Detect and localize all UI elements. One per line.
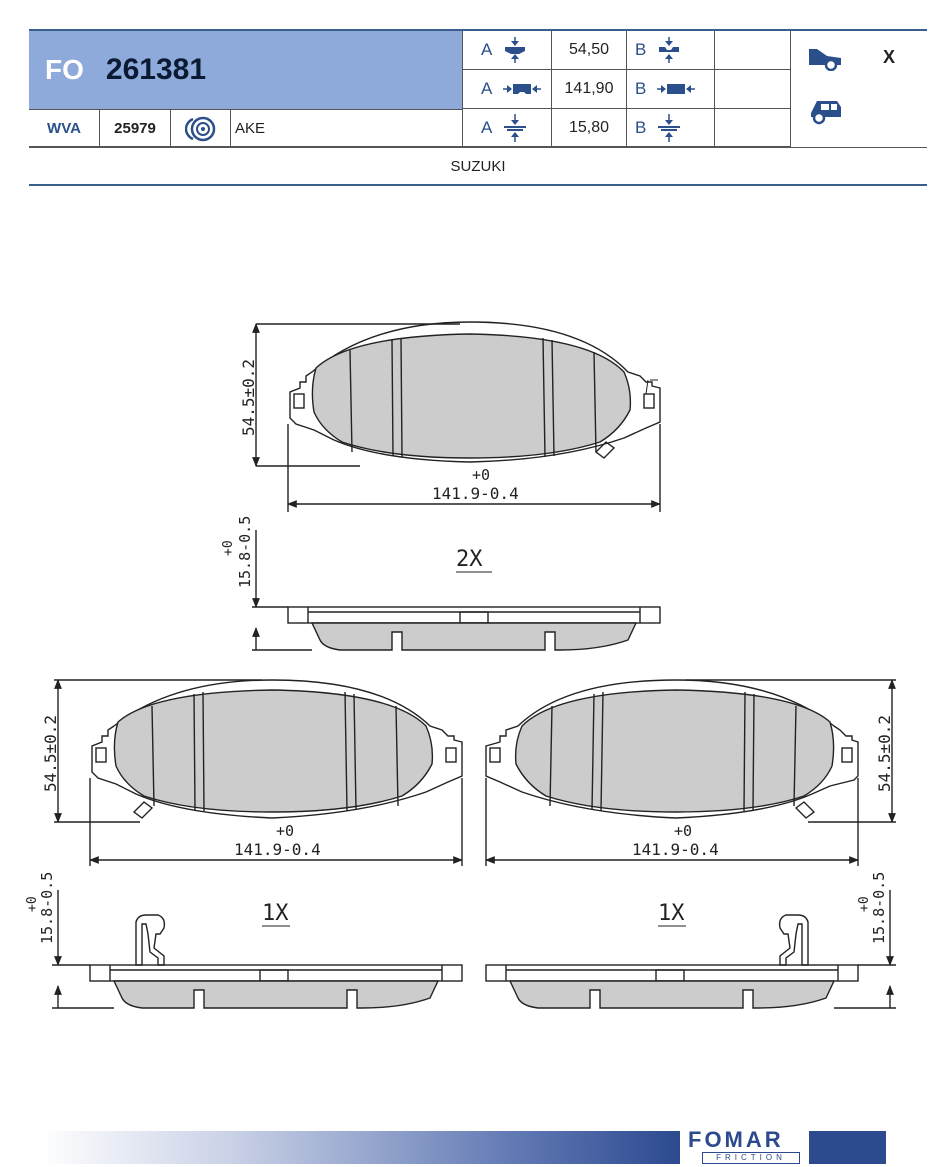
top-thickness-label: 15.8-0.5 <box>236 515 254 588</box>
part-number: 261381 <box>105 53 206 86</box>
technical-drawing <box>0 190 951 1040</box>
top-pad-friction <box>312 334 630 458</box>
front-axle-mark: X <box>883 47 896 67</box>
info-row <box>29 109 462 147</box>
title-prefix: FO <box>45 54 84 85</box>
right-pad-clip <box>796 802 814 818</box>
left-height-label: 54.5±0.2 <box>41 714 60 792</box>
top-width-label: 141.9-0.4 <box>432 484 519 503</box>
left-thickness-tolerance: +0 <box>25 896 40 912</box>
header-bottom-rule <box>29 184 927 186</box>
dim-height-value: 54,50 <box>551 31 626 70</box>
dim-thickness-extra <box>714 109 790 147</box>
top-side-backplate <box>288 607 660 623</box>
logo-text: FOMAR <box>688 1127 784 1152</box>
footer-block <box>809 1131 886 1164</box>
left-pad-clip <box>134 802 152 818</box>
thickness-icon <box>502 113 528 143</box>
height-icon <box>656 36 682 64</box>
brake-disc-icon <box>185 115 217 143</box>
left-width-label: 141.9-0.4 <box>234 840 321 859</box>
dim-width-b: B <box>626 70 714 109</box>
top-pad-tab-left <box>294 394 304 408</box>
top-thickness-tolerance: +0 <box>221 540 236 556</box>
left-quantity-label: 1X <box>262 901 289 926</box>
dim-thickness-b: B <box>626 109 714 147</box>
width-icon <box>656 81 696 97</box>
right-wear-sensor <box>780 915 808 965</box>
axle-panel <box>790 31 927 147</box>
left-width-tolerance: +0 <box>276 822 295 840</box>
right-thickness-tolerance: +0 <box>857 896 872 912</box>
top-width-tolerance: +0 <box>472 466 491 484</box>
top-pad-side-view <box>288 607 660 650</box>
front-axle-car-icon <box>807 41 845 71</box>
left-pad-side-view <box>90 915 462 1008</box>
right-pad-front-view <box>486 680 858 818</box>
left-pad-front-view <box>92 680 462 818</box>
vehicle-brand: SUZUKI <box>450 157 506 175</box>
dim-width-extra <box>714 70 790 109</box>
disc-cell <box>171 110 231 147</box>
top-pad-tab-right <box>644 394 654 408</box>
rear-axle-car-icon <box>807 93 845 125</box>
width-icon <box>502 81 542 97</box>
wva-label: WVA <box>29 110 100 147</box>
top-pad-front-view <box>290 322 660 462</box>
left-pad-friction <box>114 690 432 812</box>
title-box <box>29 31 462 109</box>
right-pad-friction <box>516 690 834 812</box>
top-side-friction <box>312 623 636 650</box>
dim-height-extra <box>714 31 790 70</box>
dim-thickness-value: 15,80 <box>551 109 626 147</box>
footer-gradient-bar <box>40 1131 680 1164</box>
system-name: AKE <box>235 120 266 137</box>
right-height-label: 54.5±0.2 <box>875 714 894 792</box>
left-thickness-label: 15.8-0.5 <box>38 871 56 944</box>
wva-number: 25979 <box>100 110 171 147</box>
dim-width-value: 141,90 <box>551 70 626 109</box>
dim-height-a: A <box>462 31 551 70</box>
right-width-tolerance: +0 <box>674 822 693 840</box>
logo-subtext: FRICTION <box>702 1152 800 1164</box>
right-quantity-label: 1X <box>658 901 685 926</box>
dim-thickness-a: A <box>462 109 551 147</box>
right-pad-side-view <box>486 915 858 1008</box>
dim-height-b: B <box>626 31 714 70</box>
top-quantity-label: 2X <box>456 547 483 572</box>
height-icon <box>502 36 528 64</box>
top-height-label: 54.5±0.2 <box>239 358 258 436</box>
left-wear-sensor <box>136 915 164 965</box>
right-width-label: 141.9-0.4 <box>632 840 719 859</box>
dim-width-a: A <box>462 70 551 109</box>
fomar-logo <box>688 1129 804 1165</box>
right-thickness-label: 15.8-0.5 <box>870 871 888 944</box>
thickness-icon <box>656 113 682 143</box>
